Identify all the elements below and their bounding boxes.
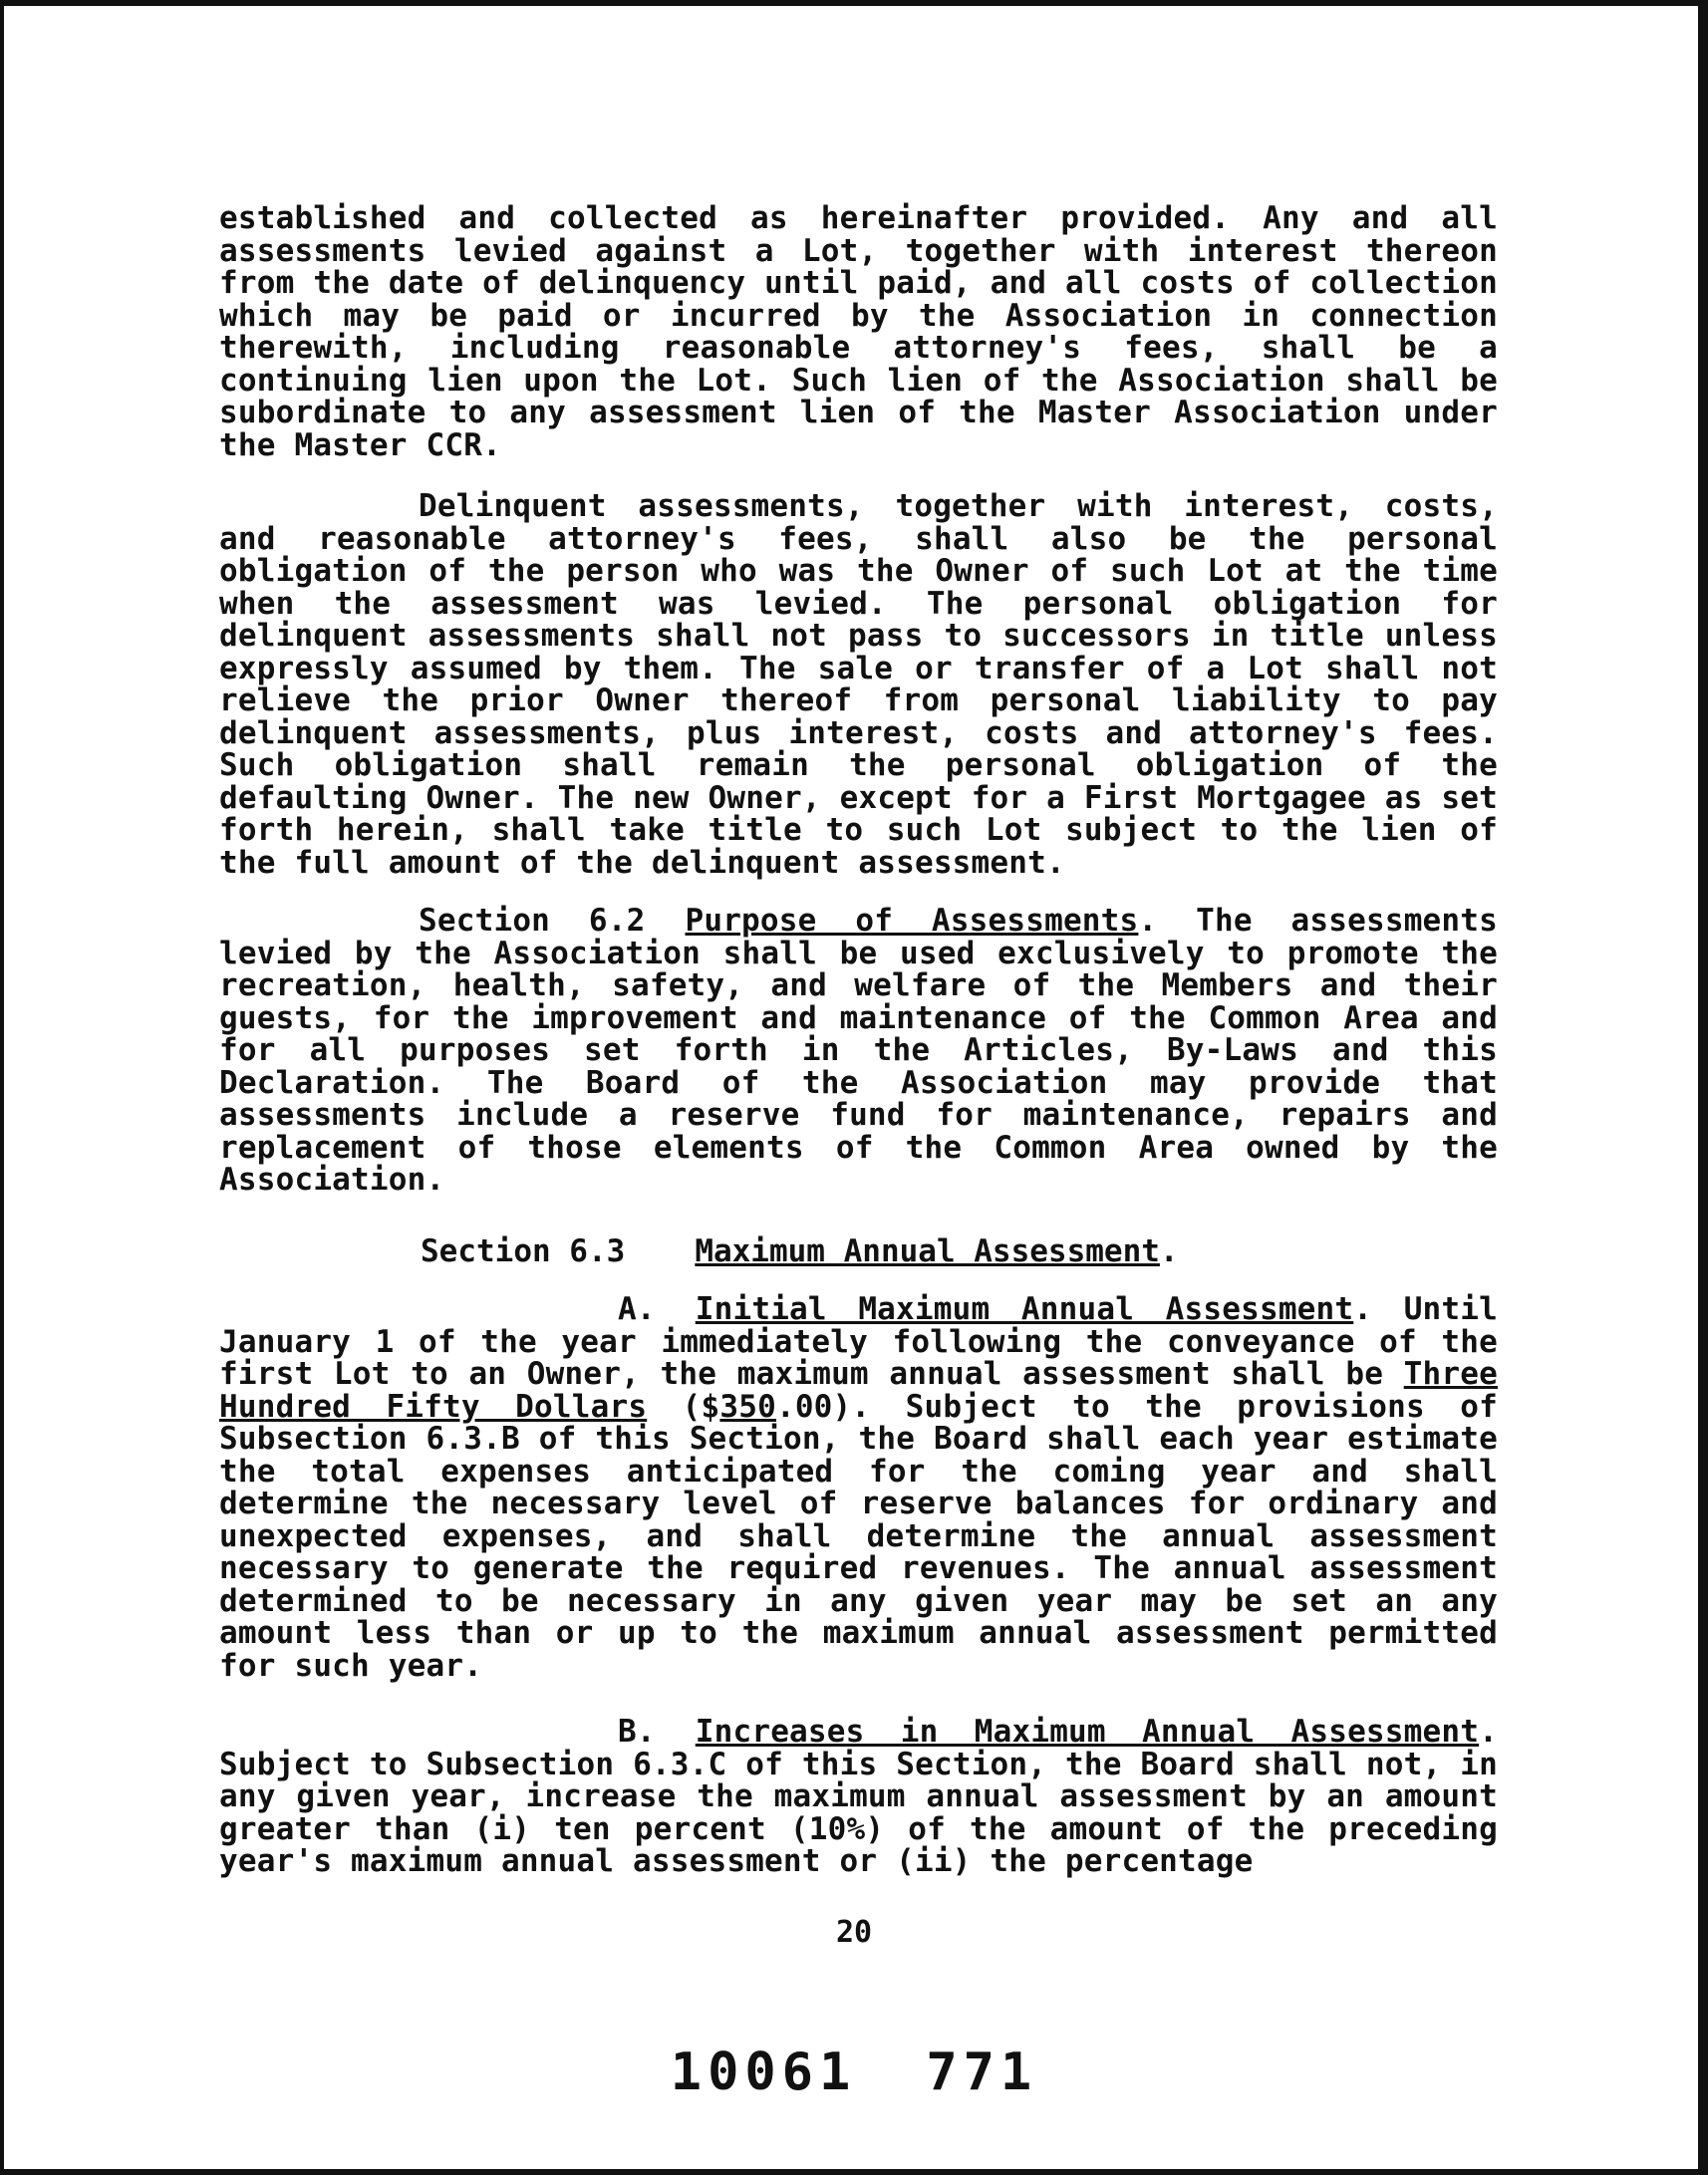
subsection-a-amount-open: ($	[647, 1388, 720, 1425]
section-6-3-title-suffix: .	[1159, 1233, 1179, 1269]
scan-border-top	[0, 0, 1708, 6]
document-id-stamp	[0, 2042, 1708, 2102]
paragraph-lien: established and collected as hereinafter provided. Any and all assessments levied against a Lot, together with interest thereon from the date of delinquency until paid, and all costs of collection which may be paid or incurred by the Association in connection therewith, including reasonable attorney's fees, shall be a continuing lien upon the Lot. Such lien of the Association shall be subordinate to any assessment lien of the Master Association under the Master CCR.	[219, 200, 1498, 463]
section-6-2-paragraph	[219, 905, 1498, 1197]
subsection-a-amount-number: 350	[719, 1388, 776, 1425]
section-6-2-body: . The assessments levied by the Association shall be used exclusively to promote the recreation, health, safety, and welfare of the Members and their guests, for the improvement and maintenance of the Common Area and for all purposes set forth in the Articles, By-Laws and this Declaration. The Board of the Association may provide that assessments include a reserve fund for maintenance, repairs and replacement of those elements of the Common Area owned by the Association.	[219, 903, 1499, 1198]
section-6-3-title: Maximum Annual Assessment	[695, 1233, 1160, 1269]
subsection-a-title: Initial Maximum Annual Assessment	[695, 1291, 1354, 1327]
section-6-3-heading	[421, 1233, 1179, 1269]
document-id-right: 771	[926, 2042, 1038, 2102]
page-number: 20	[835, 1915, 873, 1950]
section-6-2-title: Purpose of Assessments	[685, 903, 1139, 939]
subsection-b-letter: B.	[618, 1714, 656, 1750]
subsection-a-body-end: Subject to the provisions of Subsection 6.3.B of this Section, the Board shall each year estimate the total expenses anticipated for the coming year and shall determine the necessary level of reserve balances for ordinary and unexpected expenses, and shall determine the annual assessment necessary to generate the required revenues. The annual assessment determined to be necessary in any given year may be set an any amount less than or up to the maximum annual assessment permitted for such year.	[219, 1388, 1499, 1684]
document-id-left: 10061	[670, 2042, 857, 2102]
subsection-a-paragraph	[219, 1293, 1498, 1682]
subsection-a-amount-close: .00).	[775, 1388, 906, 1425]
scan-border-left	[0, 0, 4, 2175]
paragraph-delinquent-assessments: Delinquent assessments, together with interest, costs, and reasonable attorney's fees, shall also be the personal obligation of the person who was the Owner of such Lot at the time when the assessment was levied. The personal obligation for delinquent assessments shall not pass to successors in title unless expressly assumed by them. The sale or transfer of a Lot shall not relieve the prior Owner thereof from personal liability to pay delinquent assessments, plus interest, costs and attorney's fees. Such obligation shall remain the personal obligation of the defaulting Owner. The new Owner, except for a First Mortgagee as set forth herein, shall take title to such Lot subject to the lien of the full amount of the delinquent assessment.	[219, 488, 1498, 881]
section-6-2-number: Section 6.2	[419, 903, 646, 939]
subsection-b-body: . Subject to Subsection 6.3.C of this Section, the Board shall not, in any given year, increase the maximum annual assessment by an amount greater than (i) ten percent (10%) of the amount of the preceding year's maximum annual assessment or (ii) the percentage	[219, 1714, 1498, 1879]
subsection-a-body-start: . Until January 1 of the year immediately following the conveyance of the first Lot to an Owner, the maximum annual assessment shall be	[219, 1291, 1499, 1392]
subsection-b-paragraph	[219, 1716, 1498, 1878]
subsection-b-title: Increases in Maximum Annual Assessment	[695, 1714, 1480, 1750]
scan-border-right	[1698, 0, 1708, 2175]
section-6-3-number: Section 6.3	[421, 1233, 626, 1269]
scan-border-bottom	[0, 2169, 1708, 2175]
subsection-a-amount-words: Three Hundred Fifty Dollars	[219, 1356, 1498, 1425]
subsection-a-letter: A.	[618, 1291, 656, 1327]
